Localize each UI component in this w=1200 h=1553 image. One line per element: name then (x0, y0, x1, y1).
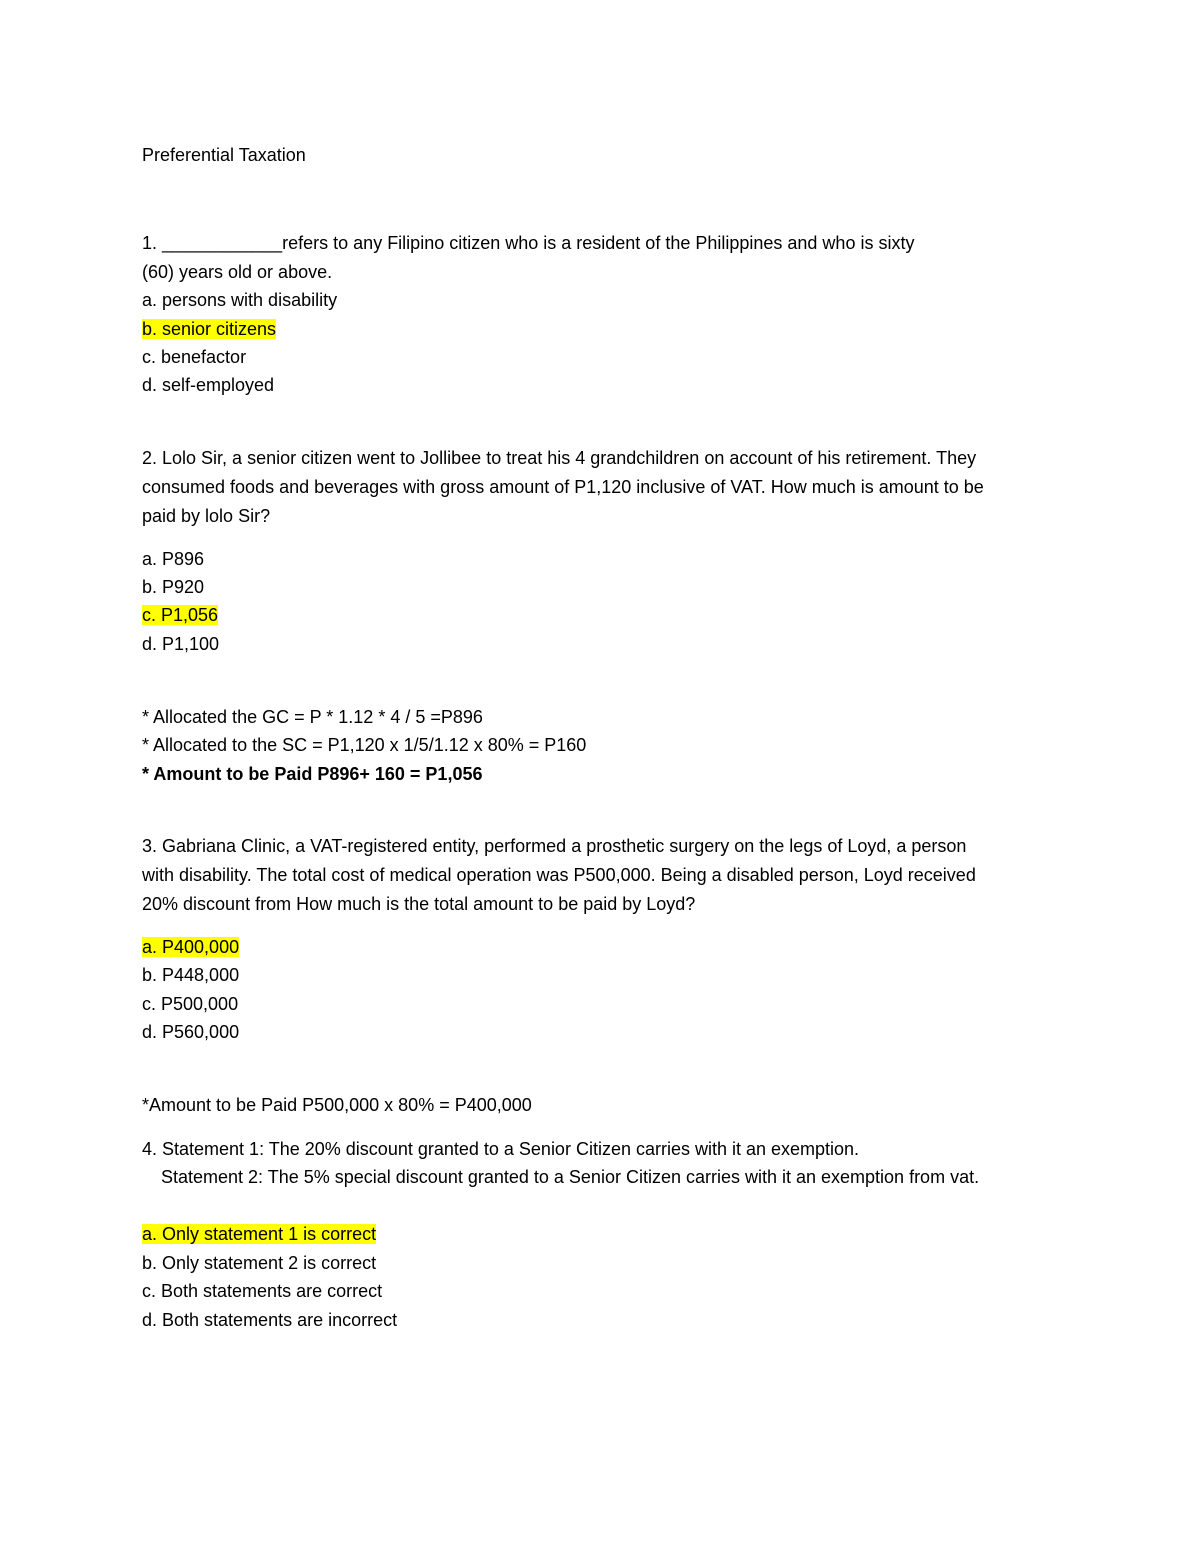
q3-option-d: d. P560,000 (142, 1022, 240, 1042)
q2-option-d: d. P1,100 (142, 634, 220, 654)
q1-stem-line-1: 1. ____________refers to any Filipino citizen who is a resident of the Philippines and who is sixty (142, 233, 915, 253)
q1-option-c: c. benefactor (142, 347, 247, 367)
q2-stem-line-2: consumed foods and beverages with gross amount of P1,120 inclusive of VAT. How much is amount to be (142, 477, 984, 497)
q2-stem-line-1: 2. Lolo Sir, a senior citizen went to Jollibee to treat his 4 grandchildren on account of his retirement. They (142, 448, 977, 468)
answer-highlight: a. P400,000 (142, 937, 240, 957)
q2-solution-line-1: * Allocated the GC = P * 1.12 * 4 / 5 =P896 (142, 707, 483, 727)
answer-highlight: b. senior citizens (142, 319, 277, 339)
q4-option-b: b. Only statement 2 is correct (142, 1253, 377, 1273)
answer-highlight: a. Only statement 1 is correct (142, 1224, 377, 1244)
q1-stem-line-2: (60) years old or above. (142, 262, 333, 282)
q1-option-b-answer (142, 320, 276, 338)
q2-option-a: a. P896 (142, 549, 205, 569)
q2-solution-line-3: * Amount to be Paid P896+ 160 = P1,056 (142, 764, 483, 784)
q3-option-a-answer (142, 938, 239, 956)
q3-stem-line-1: 3. Gabriana Clinic, a VAT-registered entity, performed a prosthetic surgery on the legs of Loyd, a person (142, 836, 967, 856)
q3-option-b: b. P448,000 (142, 965, 240, 985)
q2-option-c-answer (142, 606, 218, 624)
q2-stem-line-3: paid by lolo Sir? (142, 506, 271, 526)
q3-stem-line-3: 20% discount from How much is the total amount to be paid by Loyd? (142, 894, 696, 914)
q2-option-b: b. P920 (142, 577, 205, 597)
q3-solution: *Amount to be Paid P500,000 x 80% = P400,000 (142, 1095, 532, 1115)
q3-option-c: c. P500,000 (142, 994, 239, 1014)
q4-statement-2: Statement 2: The 5% special discount granted to a Senior Citizen carries with it an exemption from vat. (161, 1167, 980, 1187)
answer-highlight: c. P1,056 (142, 605, 219, 625)
q3-stem-line-2: with disability. The total cost of medical operation was P500,000. Being a disabled person, Loyd received (142, 865, 976, 885)
q1-option-a: a. persons with disability (142, 290, 338, 310)
q4-statement-1: 4. Statement 1: The 20% discount granted to a Senior Citizen carries with it an exemption. (142, 1139, 860, 1159)
q4-option-c: c. Both statements are correct (142, 1281, 383, 1301)
q4-option-a-answer (142, 1225, 376, 1243)
q4-option-d: d. Both statements are incorrect (142, 1310, 398, 1330)
document-title: Preferential Taxation (142, 145, 306, 165)
q2-solution-line-2: * Allocated to the SC = P1,120 x 1/5/1.12 x 80% = P160 (142, 735, 587, 755)
q1-option-d: d. self-employed (142, 375, 275, 395)
